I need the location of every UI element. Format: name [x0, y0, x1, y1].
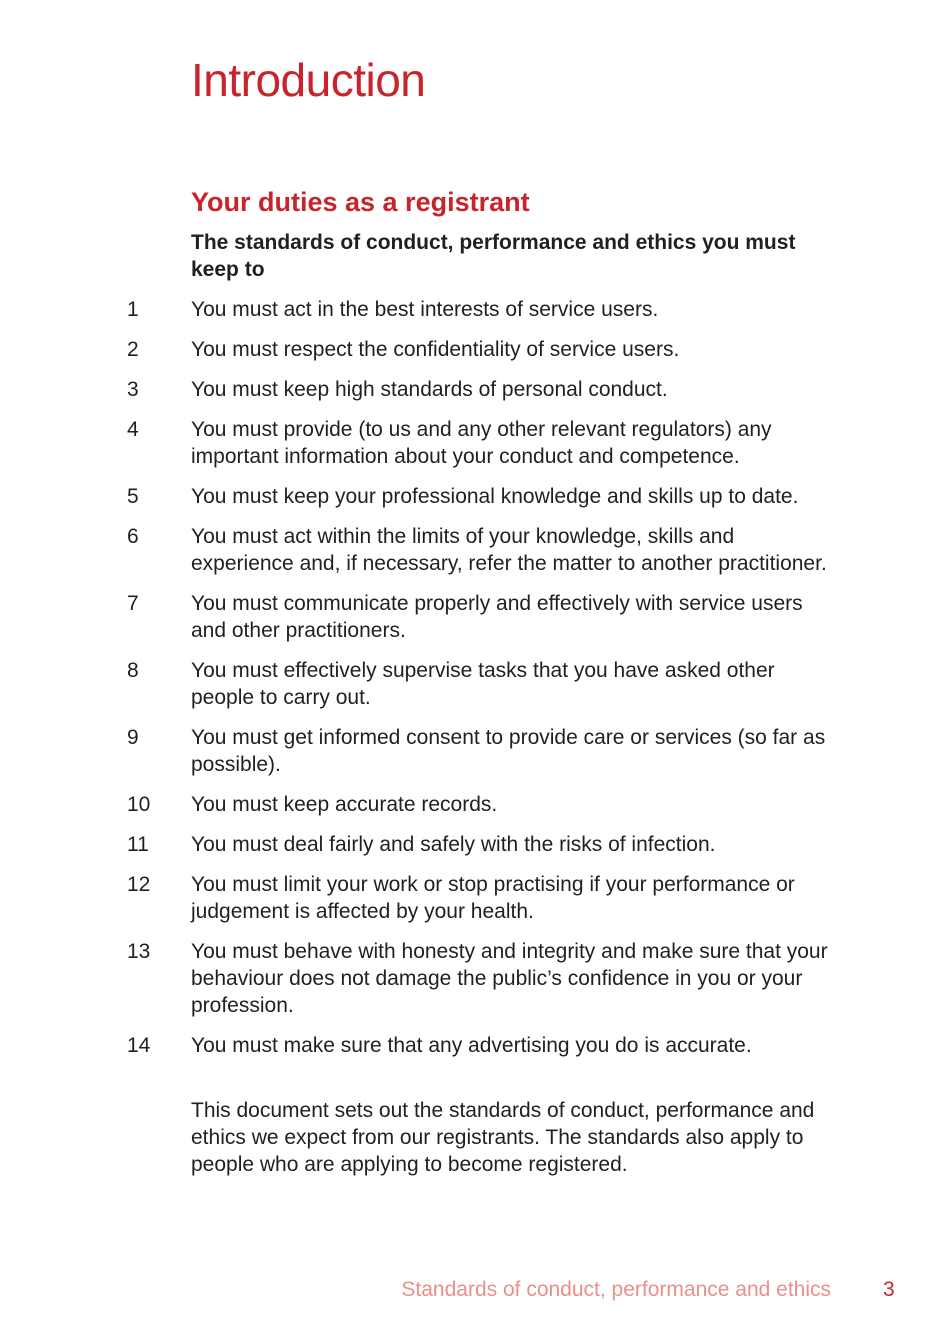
standards-subheading: The standards of conduct, performance and ethics you must keep to: [191, 231, 796, 281]
duty-number: 4: [127, 418, 139, 441]
duty-text: You must provide (to us and any other relevant regulators) any important information about your conduct and competence.: [191, 418, 772, 468]
duty-item-12: [0, 871, 841, 925]
duty-text: You must keep high standards of personal conduct.: [191, 378, 668, 401]
duty-text: You must act in the best interests of service users.: [191, 298, 659, 321]
duty-item-7: [0, 590, 841, 644]
page-title: Introduction: [191, 54, 426, 106]
duty-text: You must behave with honesty and integrity and make sure that your behaviour does not damage the public’s confidence in you or your profession.: [191, 940, 828, 1017]
duty-item-8: [0, 657, 841, 711]
closing-paragraph: This document sets out the standards of conduct, performance and ethics we expect from our registrants. The standards also apply to people who are applying to become registered.: [191, 1099, 815, 1176]
duty-text: You must make sure that any advertising you do is accurate.: [191, 1034, 752, 1057]
duty-number: 3: [127, 378, 139, 401]
duty-item-3: [0, 376, 841, 403]
duty-text: You must get informed consent to provide care or services (so far as possible).: [191, 726, 826, 776]
duty-item-2: [0, 336, 841, 363]
duty-number: 13: [127, 940, 151, 963]
duty-item-11: [0, 831, 841, 858]
duty-number: 8: [127, 659, 139, 682]
duty-text: You must communicate properly and effectively with service users and other practitioners.: [191, 592, 803, 642]
duty-text: You must keep your professional knowledge and skills up to date.: [191, 485, 799, 508]
duty-item-6: [0, 523, 841, 577]
duty-number: 9: [127, 726, 139, 749]
duty-item-10: [0, 791, 841, 818]
duty-number: 2: [127, 338, 139, 361]
duty-item-13: [0, 938, 841, 1019]
page-number: 3: [883, 1278, 895, 1301]
footer-document-title: Standards of conduct, performance and ethics: [401, 1278, 831, 1301]
duty-text: You must effectively supervise tasks that you have asked other people to carry out.: [191, 659, 775, 709]
duty-text: You must act within the limits of your knowledge, skills and experience and, if necessary, refer the matter to another practitioner.: [191, 525, 827, 575]
page-footer: [0, 1276, 950, 1306]
duty-text: You must keep accurate records.: [191, 793, 498, 816]
duty-item-5: [0, 483, 841, 510]
duties-list: [0, 296, 950, 1072]
duty-text: You must respect the confidentiality of service users.: [191, 338, 680, 361]
duty-item-9: [0, 724, 841, 778]
duty-number: 6: [127, 525, 139, 548]
section-heading: Your duties as a registrant: [191, 187, 530, 217]
duty-text: You must deal fairly and safely with the risks of infection.: [191, 833, 716, 856]
duty-item-4: [0, 416, 841, 470]
duty-number: 11: [127, 833, 149, 856]
duty-number: 7: [127, 592, 139, 615]
duty-item-1: [0, 296, 841, 323]
duty-number: 14: [127, 1034, 151, 1057]
duty-number: 1: [127, 298, 139, 321]
duty-number: 10: [127, 793, 151, 816]
duty-item-14: [0, 1032, 841, 1059]
duty-number: 5: [127, 485, 139, 508]
duty-text: You must limit your work or stop practising if your performance or judgement is affected by your health.: [191, 873, 795, 923]
duty-number: 12: [127, 873, 151, 896]
